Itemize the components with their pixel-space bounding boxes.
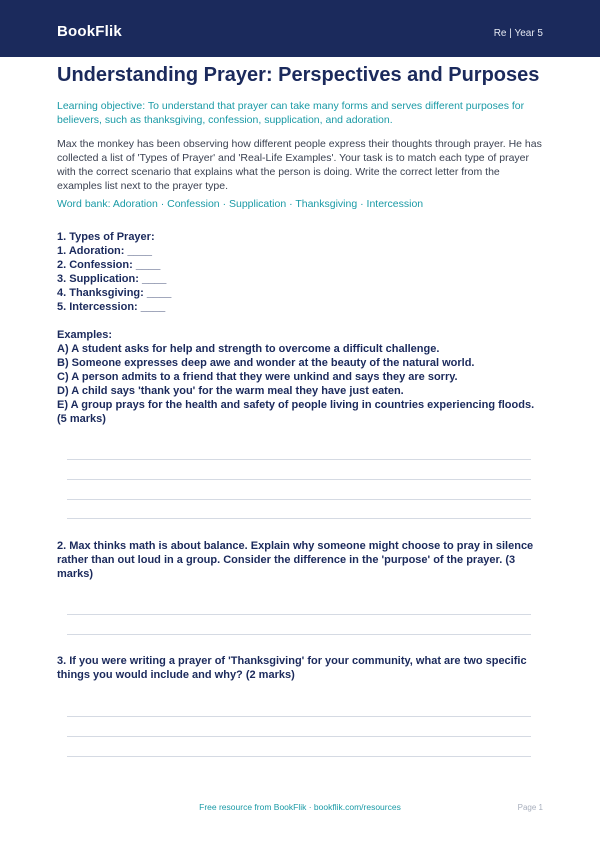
example-item: E) A group prays for the health and safety of people living in countries experiencing floods. [57, 399, 535, 411]
marks-label: (5 marks) [57, 413, 106, 425]
type-item: 2. Confession: ____ [57, 259, 161, 271]
header-bar [0, 0, 600, 57]
answer-line[interactable] [67, 614, 531, 615]
type-item: 4. Thanksgiving: ____ [57, 287, 172, 299]
answer-line[interactable] [67, 518, 531, 519]
types-heading: 1. Types of Prayer: [57, 231, 155, 243]
answer-line[interactable] [67, 716, 531, 717]
subject-year-label: Re | Year 5 [493, 28, 543, 39]
answer-line[interactable] [67, 479, 531, 480]
examples-list [57, 328, 547, 426]
answer-line[interactable] [67, 634, 531, 635]
intro-paragraph: Max the monkey has been observing how different people express their thoughts through prayer. He has collected a list of 'Types of Prayer' and 'Real-Life Examples'. Your task is to match each type of prayer with the correct scenario that explains what the person is doing. Write the correct letter from the examples list next to the prayer type. [57, 138, 542, 192]
type-item: 5. Intercession: ____ [57, 301, 166, 313]
answer-line[interactable] [67, 736, 531, 737]
examples-heading: Examples: [57, 329, 113, 341]
learning-objective: Learning objective: To understand that prayer can take many forms and serves different purposes for believers, such as thanksgiving, confession, supplication, and adoration. [57, 100, 525, 126]
answer-line[interactable] [67, 459, 531, 460]
type-item: 3. Supplication: ____ [57, 273, 167, 285]
page-title: Understanding Prayer: Perspectives and Purposes [57, 64, 540, 86]
example-item: B) Someone expresses deep awe and wonder at the beauty of the natural world. [57, 357, 475, 369]
answer-line[interactable] [67, 499, 531, 500]
footer-resource-link[interactable]: Free resource from BookFlik · bookflik.com/resources [199, 802, 401, 812]
question-3: 3. If you were writing a prayer of 'Thanksgiving' for your community, what are two specific things you would include and why? (2 marks) [57, 655, 527, 681]
types-of-prayer-list [57, 230, 171, 314]
answer-line[interactable] [67, 756, 531, 757]
question-2: 2. Max thinks math is about balance. Explain why someone might choose to pray in silence rather than out loud in a group. Consider the difference in the 'purpose' of the prayer. (3 marks) [57, 540, 534, 580]
example-item: A) A student asks for help and strength to overcome a difficult challenge. [57, 343, 440, 355]
word-bank: Word bank: Adoration · Confession · Supplication · Thanksgiving · Intercession [57, 198, 424, 210]
page-number: Page 1 [517, 803, 543, 812]
brand-logo-text: BookFlik [57, 23, 122, 40]
example-item: D) A child says 'thank you' for the warm meal they have just eaten. [57, 385, 404, 397]
type-item: 1. Adoration: ____ [57, 245, 152, 257]
example-item: C) A person admits to a friend that they were unkind and says they are sorry. [57, 371, 458, 383]
